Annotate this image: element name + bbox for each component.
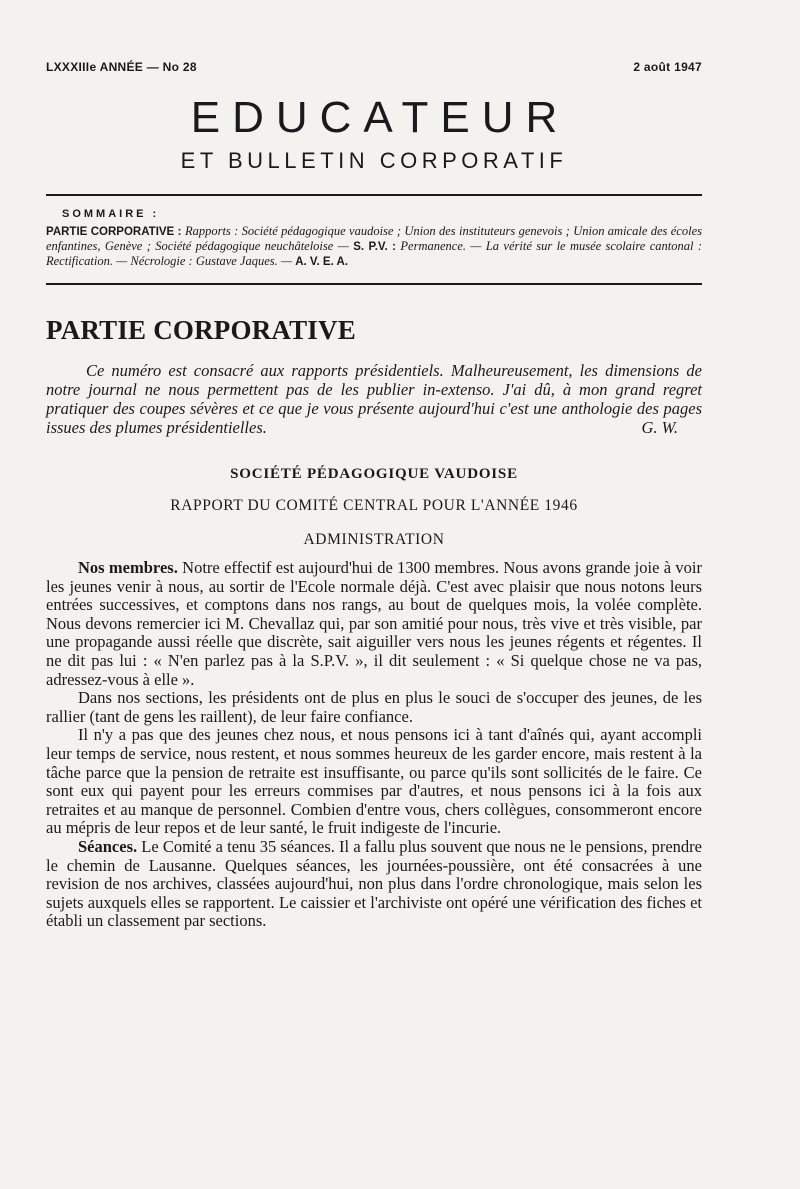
divider-bottom — [46, 283, 702, 285]
intro-text: Ce numéro est consacré aux rapports présidentiels. Malheureusement, les dimensions de notre journal ne nous permettent pas de les publier in-extenso. J'ai dû, à mon grand regret pratiquer des coupes sévères et ce que je vous présente aujourd'hui c'est une anthologie des pages issues des plumes présidentielles. — [46, 361, 702, 437]
paragraph-members — [46, 559, 702, 689]
sommaire-spv: S. P.V. : — [353, 241, 396, 253]
section-title: PARTIE CORPORATIVE — [46, 315, 356, 345]
journal-subtitle: ET BULLETIN CORPORATIF — [180, 148, 568, 173]
paragraph-sections: Dans nos sections, les présidents ont de plus en plus le souci de s'occuper des jeunes, de les rallier (tant de gens les raillent), de leur faire confiance. — [46, 688, 702, 726]
sommaire-part1: Rapports : Société pédagogique vaudoise ; Union des instituteurs genevois ; Union amicale des écoles enfantines, Genève ; Société pédagogique neuchâteloise — — [46, 224, 702, 253]
issue-number: LXXXIIIe ANNÉE — No 28 — [46, 60, 197, 74]
article-society-heading: SOCIÉTÉ PÉDAGOGIQUE VAUDOISE — [230, 466, 518, 482]
journal-title: EDUCATEUR — [190, 93, 570, 142]
paragraph-meetings-text: Le Comité a tenu 35 séances. Il a fallu plus souvent que nous ne le pensions, prendre le chemin de Lausanne. Quelques séances, les journées-poussière, ont été consacrées à une revision de nos archives, classées aujourd'hui, non plus dans l'ordre chronologique, mais selon les sujets auxquels elles se rapportent. Le caissier et l'archiviste ont opéré une vérification des fiches et établi un classement par sections. — [46, 836, 702, 931]
intro-signature: G. W. — [641, 418, 678, 437]
sommaire-avea: A. V. E. A. — [295, 256, 349, 268]
article-body — [46, 559, 702, 931]
sommaire-body — [46, 224, 702, 269]
paragraph-meetings — [46, 838, 702, 931]
page-content — [46, 60, 702, 931]
paragraph-members-text: Notre effectif est aujourd'hui de 1300 membres. Nous avons grande joie à voir les jeunes venir à nous, au sortir de l'Ecole normale déjà. C'est avec plaisir que nous notons leurs entrées successives, et comptons dans nos rangs, au bout de quelques mois, la volée complète. Nous devons remercier ici M. Chevallaz qui, par son amitié pour nous, très vive et très visible, par une propagande aussi réelle que discrète, sait aiguiller vers nous les jeunes régents et régentes. Il ne dit pas lui : « N'en parlez pas à la S.P.V. », il dit seulement : « Si quelque chose ne va pas, adressez-vous à elle ». — [46, 558, 702, 689]
paragraph-members-lead: Nos membres. — [78, 558, 178, 577]
paragraph-meetings-lead: Séances. — [78, 836, 138, 856]
table-of-contents — [46, 206, 702, 269]
section-intro — [46, 361, 702, 437]
sommaire-part2: Permanence. — La vérité sur le musée scolaire cantonal : Rectification. — Nécrologie : Gustave Jaques. — — [46, 239, 702, 268]
sommaire-label: SOMMAIRE : — [62, 208, 160, 220]
divider-top — [46, 194, 702, 196]
masthead-top — [46, 60, 702, 80]
paragraph-elders: Il n'y a pas que des jeunes chez nous, et nous pensons ici à tant d'aînés qui, ayant accompli leur temps de service, nous restent, et nous sommes heureux de les garder encore, mais restent à la tâche parce que la pension de retraite est insuffisante, ou parce qu'ils sont sollicités de le faire. Ce sont eux qui payent pour les erreurs commises par d'autres, et nous pensons ici à la fois aux retraites et au manque de personnel. Combien d'entre vous, chers collègues, consommeront encore au mépris de leur repos et de leur santé, le fruit indigeste de l'incurie. — [46, 725, 702, 838]
article-report-heading: RAPPORT DU COMITÉ CENTRAL POUR L'ANNÉE 1946 — [170, 497, 578, 514]
issue-date: 2 août 1947 — [633, 60, 702, 74]
sommaire-lead: PARTIE CORPORATIVE : — [46, 226, 182, 238]
article-subheading: ADMINISTRATION — [303, 531, 445, 548]
